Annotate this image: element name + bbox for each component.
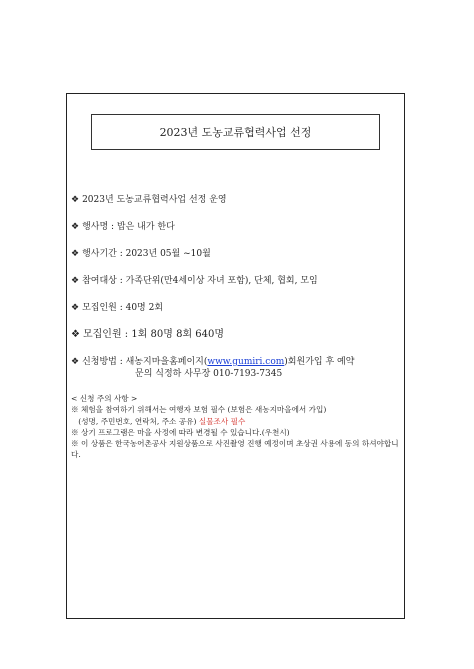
list-item (71, 248, 211, 260)
diamond-bullet-icon: ❖ (71, 303, 80, 313)
note-personal-info (71, 416, 403, 427)
note-schedule-change: ※ 상기 프로그램은 마을 사정에 따라 변경될 수 있습니다.(우천시) (71, 427, 290, 437)
notes-header: < 신청 주의 사항 > (71, 394, 138, 403)
participants: 참여대상 : 가족단위(만4세이상 자녀 포함), 단체, 협회, 모임 (82, 276, 318, 286)
diamond-bullet-icon: ❖ (71, 357, 80, 367)
list-item (71, 329, 224, 341)
contact-info: 문의 식정하 사무장 010-7193-7345 (135, 369, 283, 379)
note-insurance: ※ 체험을 참여하기 위해서는 여행자 보험 필수 (보험은 새농지마을에서 가입) (71, 405, 327, 415)
recruit-count: 모집인원 : 40명 2회 (82, 303, 164, 313)
document-title: 2023년 도농교류협력사업 선정 (91, 114, 380, 150)
note-personal-info-text: (성명, 주민번호, 연락처, 주소 공유) (78, 416, 199, 426)
item-text: 2023년 도농교류협력사업 선정 운영 (82, 195, 227, 205)
notes-section (71, 393, 403, 461)
list-item (71, 221, 175, 233)
event-period: 행사기간 : 2023년 05월 ~10월 (82, 249, 211, 259)
diamond-bullet-icon: ❖ (71, 249, 80, 259)
diamond-bullet-icon: ❖ (71, 222, 80, 232)
recruit-count-total: 모집인원 : 1회 80명 8회 640명 (82, 329, 225, 340)
list-item (71, 275, 318, 287)
apply-method: 신청방법 : 새농지마을홈페이지( (82, 357, 208, 367)
list-item (71, 302, 163, 314)
list-item (71, 194, 227, 206)
note-required-red: 실물조사 필수 (198, 416, 246, 426)
homepage-link[interactable]: www.gumiri.com (207, 357, 285, 367)
diamond-bullet-icon: ❖ (71, 195, 80, 205)
apply-method-suffix: )회원가입 후 예약 (284, 357, 355, 367)
diamond-bullet-icon: ❖ (71, 329, 80, 340)
note-portrait-rights: ※ 이 상품은 한국농어촌공사 지원상품으로 사진촬영 진행 예정이며 초상권 사용에 동의 하셔야합니다. (71, 439, 399, 460)
list-item (71, 356, 354, 380)
diamond-bullet-icon: ❖ (71, 276, 80, 286)
document-frame (66, 93, 405, 619)
event-name: 행사명 : 밥은 내가 한다 (82, 222, 175, 232)
